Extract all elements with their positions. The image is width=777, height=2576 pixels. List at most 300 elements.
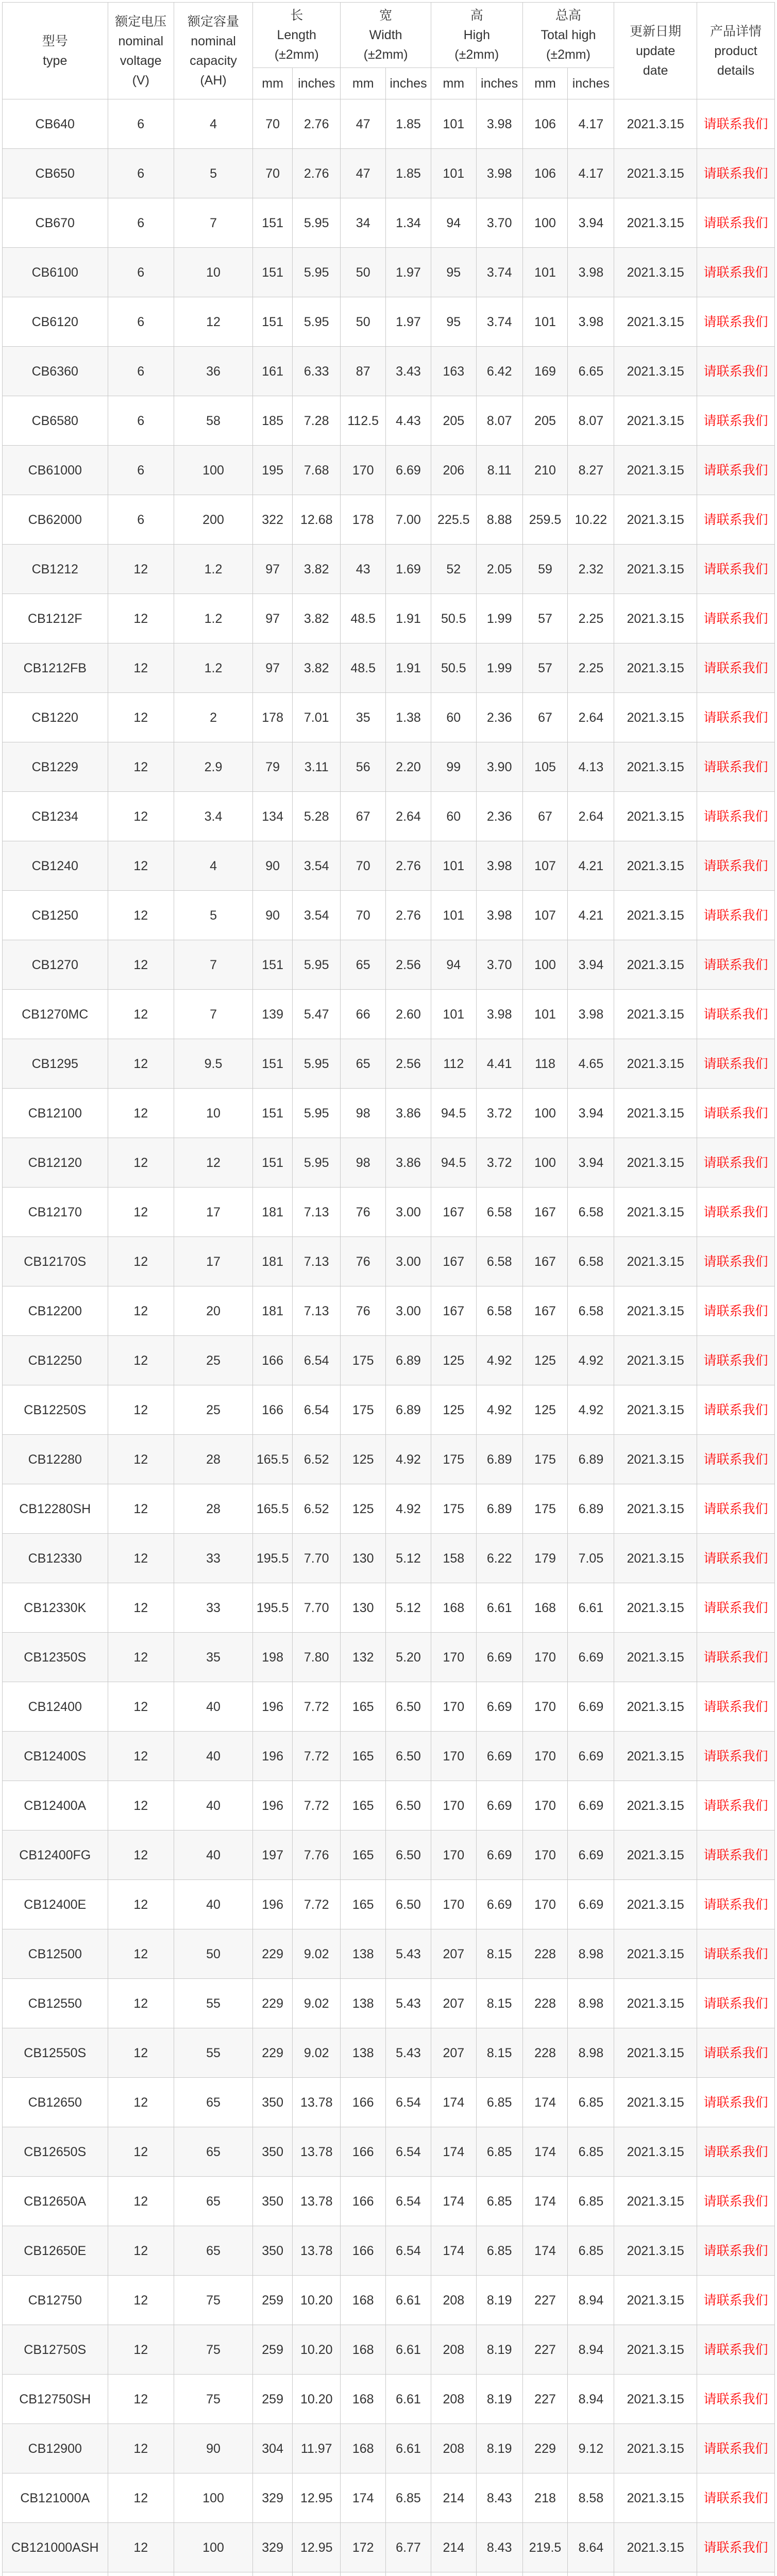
cell-width-inches: 4.43 <box>386 396 431 446</box>
cell-total-inches: 6.69 <box>568 1633 614 1682</box>
contact-us-link[interactable]: 请联系我们 <box>697 1732 774 1781</box>
cell-length-mm: 195.5 <box>253 1583 293 1633</box>
cell-total-mm: 101 <box>522 990 568 1039</box>
cell-high-inches: 6.58 <box>476 1286 522 1336</box>
cell-high-inches: 6.69 <box>476 1880 522 1929</box>
cell-width-mm: 125 <box>341 1435 386 1484</box>
cell-length-mm: 90 <box>253 891 293 940</box>
contact-us-link[interactable]: 请联系我们 <box>697 198 774 248</box>
cell-update-date: 2021.3.15 <box>614 2523 697 2572</box>
cell-total-mm: 105 <box>522 742 568 792</box>
table-row <box>3 643 775 693</box>
cell-update-date: 2021.3.15 <box>614 1237 697 1286</box>
cell-high-inches: 8.19 <box>476 2325 522 2375</box>
cell-model: CB1250 <box>3 891 108 940</box>
cell-length-mm <box>253 2572 293 2576</box>
contact-us-link[interactable]: 请联系我们 <box>697 2375 774 2424</box>
table-row <box>3 396 775 446</box>
cell-model: CB6120 <box>3 297 108 347</box>
cell-voltage: 12 <box>108 2473 174 2523</box>
cell-length-inches: 5.28 <box>293 792 341 841</box>
cell-length-mm: 322 <box>253 495 293 545</box>
cell-voltage: 12 <box>108 545 174 594</box>
cell-length-mm: 329 <box>253 2473 293 2523</box>
contact-us-link[interactable]: 请联系我们 <box>697 1781 774 1831</box>
cell-model: CB12280 <box>3 1435 108 1484</box>
cell-voltage: 6 <box>108 495 174 545</box>
contact-us-link[interactable]: 请联系我们 <box>697 149 774 198</box>
cell-high-mm: 101 <box>431 891 476 940</box>
contact-us-link[interactable]: 请联系我们 <box>697 693 774 742</box>
cell-length-inches: 6.54 <box>293 1336 341 1385</box>
cell-high-inches: 3.72 <box>476 1089 522 1138</box>
cell-update-date: 2021.3.15 <box>614 198 697 248</box>
header-high: 高 High (±2mm) <box>431 3 522 68</box>
cell-total-mm: 106 <box>522 99 568 149</box>
contact-us-link[interactable]: 请联系我们 <box>697 1188 774 1237</box>
contact-us-link[interactable]: 请联系我们 <box>697 594 774 643</box>
cell-total-inches: 8.58 <box>568 2473 614 2523</box>
cell-model: CB670 <box>3 198 108 248</box>
cell-width-inches: 5.12 <box>386 1534 431 1583</box>
cell-width-mm: 166 <box>341 2127 386 2177</box>
cell-update-date: 2021.3.15 <box>614 396 697 446</box>
contact-us-link[interactable]: 请联系我们 <box>697 2276 774 2325</box>
header-width-inches: inches <box>386 68 431 99</box>
cell-update-date: 2021.3.15 <box>614 1534 697 1583</box>
cell-width-mm: 168 <box>341 2276 386 2325</box>
cell-length-inches: 7.70 <box>293 1583 341 1633</box>
cell-length-inches: 7.72 <box>293 1682 341 1732</box>
cell-width-mm: 138 <box>341 1979 386 2028</box>
cell-width-inches: 3.00 <box>386 1237 431 1286</box>
table-row <box>3 99 775 149</box>
cell-total-inches: 6.61 <box>568 1583 614 1633</box>
cell-total-inches: 8.64 <box>568 2523 614 2572</box>
cell-high-mm: 95 <box>431 297 476 347</box>
cell-width-inches: 1.38 <box>386 693 431 742</box>
table-row <box>3 940 775 990</box>
cell-width-inches: 6.50 <box>386 1682 431 1732</box>
cell-width-inches: 5.12 <box>386 1583 431 1633</box>
cell-total-mm: 229 <box>522 2424 568 2473</box>
contact-us-link[interactable]: 请联系我们 <box>697 347 774 396</box>
cell-high-inches: 3.70 <box>476 198 522 248</box>
cell-width-inches: 4.92 <box>386 1435 431 1484</box>
contact-us-link[interactable]: 请联系我们 <box>697 446 774 495</box>
cell-length-mm: 329 <box>253 2523 293 2572</box>
cell-width-mm: 43 <box>341 545 386 594</box>
cell-width-inches: 6.54 <box>386 2177 431 2226</box>
cell-width-inches: 2.60 <box>386 990 431 1039</box>
contact-us-link[interactable]: 请联系我们 <box>697 396 774 446</box>
cell-high-inches: 6.58 <box>476 1188 522 1237</box>
table-row <box>3 841 775 891</box>
cell-length-mm: 165.5 <box>253 1435 293 1484</box>
contact-us-link[interactable]: 请联系我们 <box>697 990 774 1039</box>
cell-total-mm: 107 <box>522 891 568 940</box>
cell-length-mm: 161 <box>253 347 293 396</box>
cell-width-mm: 98 <box>341 1089 386 1138</box>
cell-length-mm: 90 <box>253 841 293 891</box>
contact-us-link[interactable]: 请联系我们 <box>697 297 774 347</box>
cell-model: CB1212 <box>3 545 108 594</box>
cell-high-inches: 6.61 <box>476 1583 522 1633</box>
contact-us-link[interactable]: 请联系我们 <box>697 1237 774 1286</box>
contact-us-link[interactable] <box>697 2572 774 2576</box>
cell-width-mm: 98 <box>341 1138 386 1188</box>
cell-update-date: 2021.3.15 <box>614 990 697 1039</box>
cell-length-mm: 196 <box>253 1732 293 1781</box>
cell-high-inches: 6.69 <box>476 1682 522 1732</box>
cell-model: CB12170 <box>3 1188 108 1237</box>
table-row <box>3 248 775 297</box>
header-high-inches: inches <box>476 68 522 99</box>
cell-capacity: 25 <box>174 1385 252 1435</box>
cell-model: CB640 <box>3 99 108 149</box>
cell-length-inches: 10.20 <box>293 2276 341 2325</box>
cell-high-inches: 3.98 <box>476 841 522 891</box>
contact-us-link[interactable]: 请联系我们 <box>697 2177 774 2226</box>
cell-high-inches: 6.22 <box>476 1534 522 1583</box>
cell-high-inches: 8.15 <box>476 2028 522 2078</box>
cell-length-inches: 6.33 <box>293 347 341 396</box>
cell-voltage: 12 <box>108 2226 174 2276</box>
cell-length-mm: 304 <box>253 2424 293 2473</box>
cell-total-inches: 6.58 <box>568 1188 614 1237</box>
cell-total-inches: 8.27 <box>568 446 614 495</box>
cell-length-mm: 166 <box>253 1336 293 1385</box>
cell-length-mm: 70 <box>253 99 293 149</box>
cell-total-inches: 6.69 <box>568 1732 614 1781</box>
cell-model: CB12250S <box>3 1385 108 1435</box>
cell-update-date: 2021.3.15 <box>614 2177 697 2226</box>
cell-model: CB12650E <box>3 2226 108 2276</box>
cell-width-mm: 168 <box>341 2375 386 2424</box>
cell-length-mm: 166 <box>253 1385 293 1435</box>
cell-model: CB12330K <box>3 1583 108 1633</box>
cell-update-date: 2021.3.15 <box>614 1336 697 1385</box>
cell-length-mm: 151 <box>253 1089 293 1138</box>
contact-us-link[interactable]: 请联系我们 <box>697 2028 774 2078</box>
cell-voltage: 12 <box>108 2375 174 2424</box>
cell-total-mm: 59 <box>522 545 568 594</box>
cell-high-mm: 208 <box>431 2424 476 2473</box>
cell-total-mm: 100 <box>522 1089 568 1138</box>
cell-capacity: 12 <box>174 297 252 347</box>
cell-width-inches: 6.50 <box>386 1732 431 1781</box>
contact-us-link[interactable]: 请联系我们 <box>697 2473 774 2523</box>
contact-us-link[interactable]: 请联系我们 <box>697 742 774 792</box>
cell-update-date: 2021.3.15 <box>614 693 697 742</box>
cell-width-inches: 1.97 <box>386 297 431 347</box>
cell-capacity: 3.4 <box>174 792 252 841</box>
cell-total-mm: 174 <box>522 2078 568 2127</box>
cell-high-inches: 6.85 <box>476 2078 522 2127</box>
cell-length-mm: 139 <box>253 990 293 1039</box>
cell-total-inches: 6.58 <box>568 1286 614 1336</box>
header-width: 宽 Width (±2mm) <box>341 3 431 68</box>
header-length-inches: inches <box>293 68 341 99</box>
cell-capacity: 65 <box>174 2078 252 2127</box>
cell-high-mm: 94 <box>431 940 476 990</box>
cell-length-mm: 350 <box>253 2177 293 2226</box>
contact-us-link[interactable]: 请联系我们 <box>697 1534 774 1583</box>
cell-high-inches: 8.43 <box>476 2523 522 2572</box>
cell-capacity: 7 <box>174 990 252 1039</box>
cell-width-inches: 6.50 <box>386 1831 431 1880</box>
cell-length-inches: 5.95 <box>293 1138 341 1188</box>
cell-width-mm: 168 <box>341 2424 386 2473</box>
table-row <box>3 1929 775 1979</box>
table-row <box>3 198 775 248</box>
cell-width-mm: 76 <box>341 1286 386 1336</box>
contact-us-link[interactable]: 请联系我们 <box>697 1831 774 1880</box>
cell-voltage: 12 <box>108 1237 174 1286</box>
cell-capacity: 65 <box>174 2226 252 2276</box>
cell-voltage: 12 <box>108 2424 174 2473</box>
cell-total-inches: 2.64 <box>568 693 614 742</box>
cell-high-mm: 205 <box>431 396 476 446</box>
cell-model: CB12350S <box>3 1633 108 1682</box>
cell-voltage: 12 <box>108 1286 174 1336</box>
cell-length-mm: 196 <box>253 1880 293 1929</box>
cell-length-mm: 350 <box>253 2078 293 2127</box>
contact-us-link[interactable]: 请联系我们 <box>697 545 774 594</box>
cell-capacity: 7 <box>174 940 252 990</box>
cell-model: CB12400E <box>3 1880 108 1929</box>
table-row <box>3 149 775 198</box>
contact-us-link[interactable]: 请联系我们 <box>697 1880 774 1929</box>
cell-total-inches: 7.05 <box>568 1534 614 1583</box>
cell-width-mm: 168 <box>341 2325 386 2375</box>
cell-model: CB12750S <box>3 2325 108 2375</box>
cell-high-mm: 101 <box>431 149 476 198</box>
cell-high-mm: 99 <box>431 742 476 792</box>
cell-width-mm: 76 <box>341 1188 386 1237</box>
cell-total-mm: 101 <box>522 248 568 297</box>
cell-length-inches: 12.68 <box>293 495 341 545</box>
cell-total-mm: 170 <box>522 1633 568 1682</box>
cell-model: CB6100 <box>3 248 108 297</box>
contact-us-link[interactable]: 请联系我们 <box>697 643 774 693</box>
table-row <box>3 2325 775 2375</box>
contact-us-link[interactable]: 请联系我们 <box>697 1286 774 1336</box>
cell-high-mm: 174 <box>431 2177 476 2226</box>
cell-voltage: 12 <box>108 1831 174 1880</box>
cell-high-mm: 207 <box>431 1929 476 1979</box>
cell-total-mm: 57 <box>522 643 568 693</box>
contact-us-link[interactable]: 请联系我们 <box>697 1385 774 1435</box>
cell-voltage: 12 <box>108 1583 174 1633</box>
contact-us-link[interactable]: 请联系我们 <box>697 2523 774 2572</box>
cell-high-mm: 167 <box>431 1188 476 1237</box>
contact-us-link[interactable]: 请联系我们 <box>697 495 774 545</box>
cell-high-inches: 8.19 <box>476 2276 522 2325</box>
cell-width-mm: 67 <box>341 792 386 841</box>
contact-us-link[interactable]: 请联系我们 <box>697 2424 774 2473</box>
cell-high-mm: 225.5 <box>431 495 476 545</box>
cell-model: CB12550 <box>3 1979 108 2028</box>
cell-capacity: 17 <box>174 1188 252 1237</box>
cell-length-mm: 259 <box>253 2375 293 2424</box>
contact-us-link[interactable]: 请联系我们 <box>697 1336 774 1385</box>
cell-high-mm: 214 <box>431 2473 476 2523</box>
cell-width-mm: 132 <box>341 1633 386 1682</box>
contact-us-link[interactable]: 请联系我们 <box>697 1039 774 1089</box>
cell-capacity: 20 <box>174 1286 252 1336</box>
cell-length-inches: 9.02 <box>293 2028 341 2078</box>
cell-capacity: 55 <box>174 1979 252 2028</box>
cell-total-inches: 8.07 <box>568 396 614 446</box>
contact-us-link[interactable]: 请联系我们 <box>697 1929 774 1979</box>
cell-width-mm: 50 <box>341 297 386 347</box>
cell-update-date: 2021.3.15 <box>614 545 697 594</box>
header-high-mm: mm <box>431 68 476 99</box>
cell-update-date: 2021.3.15 <box>614 841 697 891</box>
cell-width-inches: 5.43 <box>386 2028 431 2078</box>
cell-length-inches: 12.95 <box>293 2473 341 2523</box>
contact-us-link[interactable]: 请联系我们 <box>697 248 774 297</box>
cell-capacity: 40 <box>174 1682 252 1732</box>
contact-us-link[interactable]: 请联系我们 <box>697 2127 774 2177</box>
cell-length-inches: 7.76 <box>293 1831 341 1880</box>
cell-total-mm: 167 <box>522 1237 568 1286</box>
cell-model: CB12200 <box>3 1286 108 1336</box>
cell-voltage: 12 <box>108 1534 174 1583</box>
cell-voltage: 12 <box>108 940 174 990</box>
table-row <box>3 1138 775 1188</box>
cell-capacity: 10 <box>174 248 252 297</box>
cell-capacity: 4 <box>174 841 252 891</box>
cell-width-inches: 6.50 <box>386 1880 431 1929</box>
cell-total-inches: 8.98 <box>568 2028 614 2078</box>
contact-us-link[interactable]: 请联系我们 <box>697 1682 774 1732</box>
header-width-mm: mm <box>341 68 386 99</box>
header-length-mm: mm <box>253 68 293 99</box>
cell-model: CB1212FB <box>3 643 108 693</box>
cell-total-inches: 3.94 <box>568 1089 614 1138</box>
contact-us-link[interactable]: 请联系我们 <box>697 1633 774 1682</box>
table-row <box>3 297 775 347</box>
cell-width-inches: 1.85 <box>386 99 431 149</box>
cell-high-mm: 101 <box>431 990 476 1039</box>
cell-high-mm: 174 <box>431 2078 476 2127</box>
header-capacity: 额定容量 nominal capacity (AH) <box>174 3 252 99</box>
cell-model: CB650 <box>3 149 108 198</box>
cell-high-mm: 125 <box>431 1336 476 1385</box>
cell-total-inches: 3.94 <box>568 1138 614 1188</box>
cell-width-inches: 2.56 <box>386 1039 431 1089</box>
cell-width-inches: 5.20 <box>386 1633 431 1682</box>
cell-voltage: 12 <box>108 841 174 891</box>
cell-total-mm: 174 <box>522 2226 568 2276</box>
contact-us-link[interactable]: 请联系我们 <box>697 1138 774 1188</box>
cell-model: CB1212F <box>3 594 108 643</box>
cell-width-mm <box>341 2572 386 2576</box>
cell-model: CB1220 <box>3 693 108 742</box>
cell-width-inches: 1.34 <box>386 198 431 248</box>
cell-update-date: 2021.3.15 <box>614 940 697 990</box>
cell-width-inches: 1.85 <box>386 149 431 198</box>
cell-length-mm: 181 <box>253 1188 293 1237</box>
table-row <box>3 1484 775 1534</box>
spec-sheet <box>2 2 775 2576</box>
cell-length-mm: 196 <box>253 1682 293 1732</box>
table-row <box>3 2028 775 2078</box>
contact-us-link[interactable]: 请联系我们 <box>697 2078 774 2127</box>
cell-length-inches: 7.80 <box>293 1633 341 1682</box>
cell-length-inches: 7.28 <box>293 396 341 446</box>
contact-us-link[interactable]: 请联系我们 <box>697 891 774 940</box>
cell-width-inches: 6.61 <box>386 2325 431 2375</box>
cell-high-mm <box>431 2572 476 2576</box>
cell-high-mm: 207 <box>431 1979 476 2028</box>
cell-high-inches: 4.41 <box>476 1039 522 1089</box>
cell-width-inches: 2.20 <box>386 742 431 792</box>
cell-high-inches: 3.98 <box>476 99 522 149</box>
cell-capacity: 100 <box>174 446 252 495</box>
contact-us-link[interactable]: 请联系我们 <box>697 841 774 891</box>
contact-us-link[interactable]: 请联系我们 <box>697 1979 774 2028</box>
cell-total-inches: 4.92 <box>568 1336 614 1385</box>
cell-high-inches: 6.89 <box>476 1484 522 1534</box>
cell-update-date: 2021.3.15 <box>614 1583 697 1633</box>
contact-us-link[interactable]: 请联系我们 <box>697 1435 774 1484</box>
cell-capacity: 5 <box>174 891 252 940</box>
cell-width-inches: 1.91 <box>386 643 431 693</box>
cell-length-mm: 229 <box>253 1929 293 1979</box>
cell-length-mm: 97 <box>253 594 293 643</box>
cell-update-date: 2021.3.15 <box>614 742 697 792</box>
table-row <box>3 1237 775 1286</box>
cell-total-inches: 10.22 <box>568 495 614 545</box>
cell-update-date: 2021.3.15 <box>614 446 697 495</box>
cell-capacity: 28 <box>174 1435 252 1484</box>
contact-us-link[interactable]: 请联系我们 <box>697 792 774 841</box>
cell-voltage: 12 <box>108 2276 174 2325</box>
cell-length-mm: 151 <box>253 1039 293 1089</box>
cell-width-inches: 3.86 <box>386 1138 431 1188</box>
cell-capacity: 100 <box>174 2523 252 2572</box>
cell-update-date: 2021.3.15 <box>614 1781 697 1831</box>
cell-total-inches: 4.13 <box>568 742 614 792</box>
cell-voltage: 12 <box>108 1781 174 1831</box>
cell-width-inches: 1.97 <box>386 248 431 297</box>
cell-voltage: 12 <box>108 2177 174 2226</box>
cell-capacity: 90 <box>174 2424 252 2473</box>
cell-width-inches: 2.56 <box>386 940 431 990</box>
cell-total-inches <box>568 2572 614 2576</box>
contact-us-link[interactable]: 请联系我们 <box>697 1089 774 1138</box>
contact-us-link[interactable]: 请联系我们 <box>697 2226 774 2276</box>
contact-us-link[interactable]: 请联系我们 <box>697 99 774 149</box>
cell-model <box>3 2572 108 2576</box>
contact-us-link[interactable]: 请联系我们 <box>697 1583 774 1633</box>
cell-high-mm: 94.5 <box>431 1089 476 1138</box>
cell-update-date: 2021.3.15 <box>614 1633 697 1682</box>
cell-length-mm: 196 <box>253 1781 293 1831</box>
contact-us-link[interactable]: 请联系我们 <box>697 940 774 990</box>
cell-total-mm: 170 <box>522 1831 568 1880</box>
contact-us-link[interactable]: 请联系我们 <box>697 1484 774 1534</box>
cell-width-inches: 6.61 <box>386 2276 431 2325</box>
table-row <box>3 545 775 594</box>
contact-us-link[interactable]: 请联系我们 <box>697 2325 774 2375</box>
cell-high-mm: 175 <box>431 1435 476 1484</box>
cell-voltage: 12 <box>108 1089 174 1138</box>
cell-high-mm: 214 <box>431 2523 476 2572</box>
